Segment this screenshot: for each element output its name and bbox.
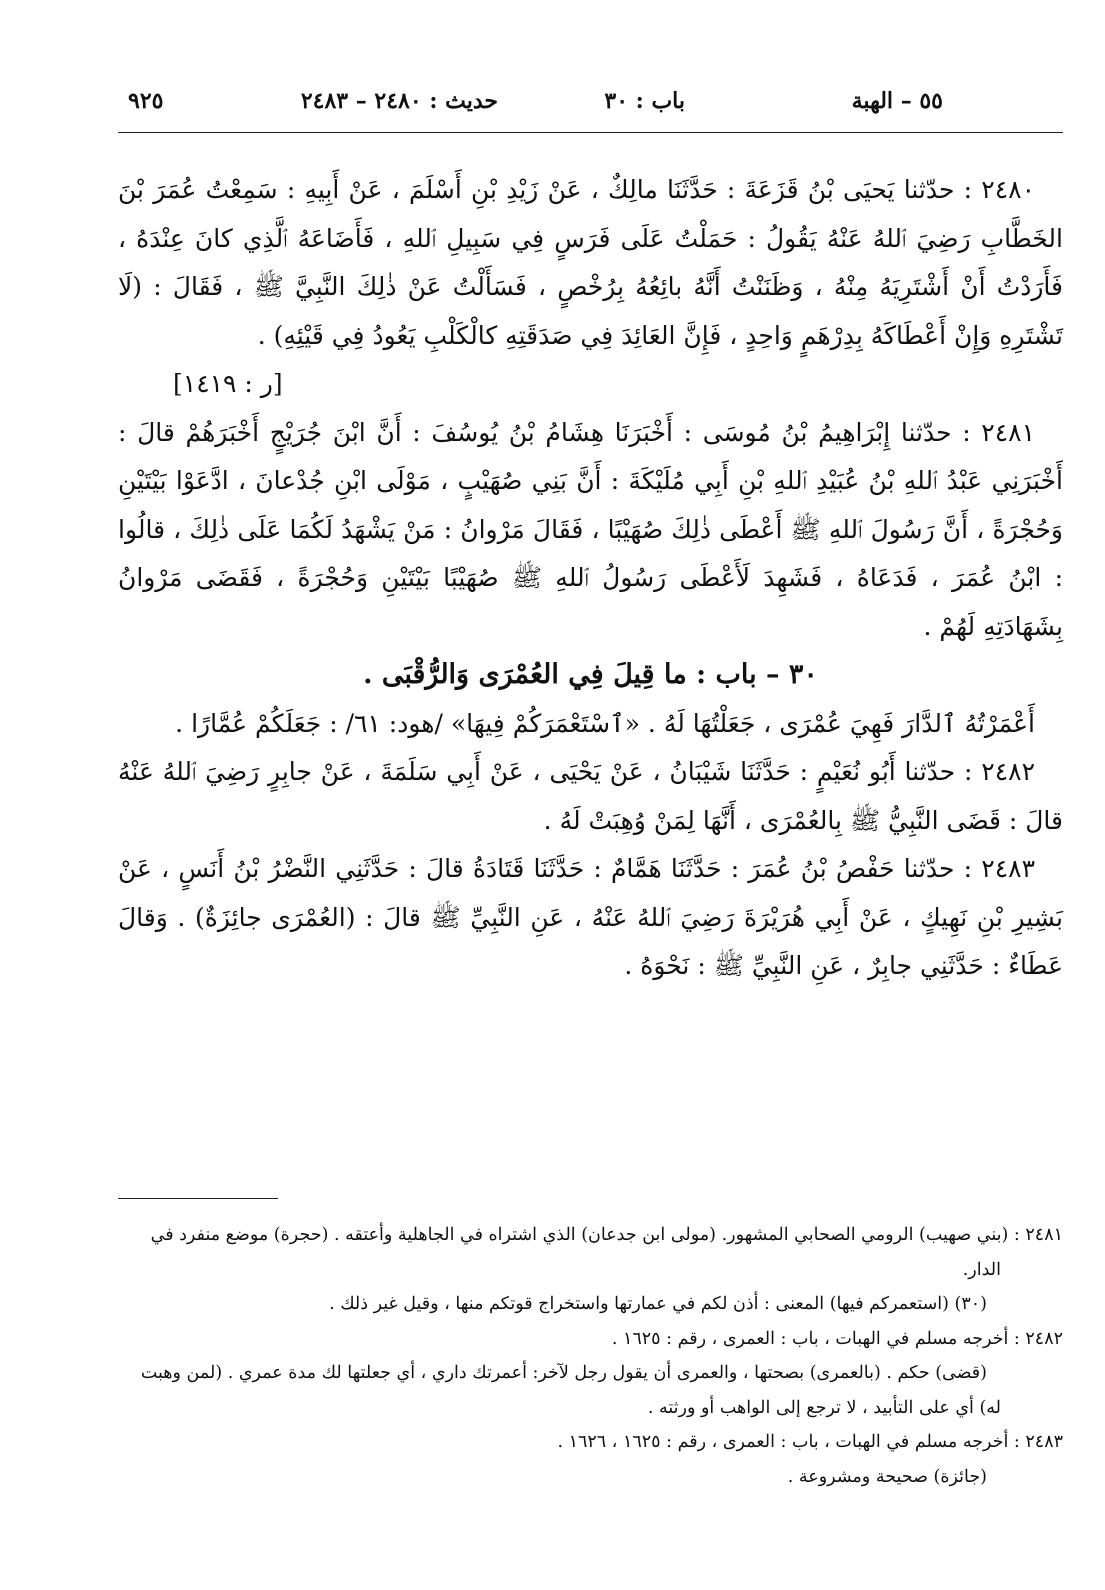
hadith-2480: ٢٤٨٠ : حدّثنا يَحيَى بْنُ قَزَعَةَ : حَدَّثَنَا مالِكٌ ، عَنْ زَيْدِ بْنِ أَسْلَمَ ، عَنْ أَبِيهِ : سَمِعْتُ عُمَرَ بْنَ الخَطَّابِ رَضِيَ ٱللهُ عَنْهُ يَقُولُ : حَمَلْتُ عَلَى فَرَسٍ فِي سَبِيلِ ٱللهِ ، فَأَضَاعَهُ ٱلَّذِي كانَ عِنْدَهُ ، فَأَرَدْتُ أَنْ أَشْتَرِيَهُ مِنْهُ ، وَظَنَنْتُ أَنَّهُ بائِعُهُ بِرُخْصٍ ، فَسَأَلْتُ عَنْ ذٰلِكَ النَّبِيَّ ﷺ ، فَقَالَ : (لَا تَشْتَرِهِ وَإِنْ أَعْطَاكَهُ بِدِرْهَمٍ وَاحِدٍ ، فَإِنَّ العَائِدَ فِي صَدَقَتِهِ كالْكَلْبِ يَعُودُ فِي قَيْئِهِ) . (118, 175, 1063, 350)
footnote-bab-30: (٣٠) (استعمركم فيها) المعنى : أذن لكم في عمارتها واستخراج قوتكم منها ، وقيل غير ذلك . (329, 1294, 987, 1314)
page-number: ٩٢٥ (128, 88, 164, 114)
footnote-2483: ٢٤٨٣ : أخرجه مسلم في الهبات ، باب : العمرى ، رقم : ١٦٢٥ ، ١٦٢٦ . (557, 1432, 1063, 1452)
footnote-2482-explanation: (قضى) حكم . (بالعمرى) بصحتها ، والعمرى أن يقول رجل لآخر: أعمرتك داري ، أي جعلتها لك مدة عمري . (لمن وهبت له) أي على التأبيد ، لا ترجع إلى الواهب أو ورثته . (140, 1363, 1001, 1418)
bab-heading: ٣٠ – باب : ما قِيلَ فِي العُمْرَى وَالرُّقْبَى . (363, 659, 818, 690)
book-page (118, 70, 1063, 1570)
bab-introduction: أَعْمَرْتُهُ ٱلدَّارَ فَهِيَ عُمْرَى ، جَعَلْتُهَا لَهُ . «ٱسْتَعْمَرَكُمْ فِيهَا» /هود: ٦١/ : جَعَلَكُمْ عُمَّارًا . (175, 708, 1035, 738)
footnotes (118, 1218, 1063, 1494)
hadith-2483: ٢٤٨٣ : حدّثنا حَفْصُ بْنُ عُمَرَ : حَدَّثَنَا هَمَّامٌ : حَدَّثَنَا قَتَادَةُ قالَ : حَدَّثَنِي النَّضْرُ بْنُ أَنَسٍ ، عَنْ بَشِيرِ بْنِ نَهِيكٍ ، عَنْ أَبِي هُرَيْرَةَ رَضِيَ ٱللهُ عَنْهُ ، عَنِ النَّبِيِّ ﷺ قالَ : (العُمْرَى جائِزَةٌ) . وَقالَ عَطَاءٌ : حَدَّثَنِي جابِرٌ ، عَنِ النَّبِيِّ ﷺ : نَحْوَهُ . (118, 854, 1063, 980)
bab-number: باب : ٣٠ (604, 88, 685, 114)
footnote-divider (118, 1198, 278, 1199)
chapter-title: ٥٥ – الهبة (851, 88, 943, 114)
footnote-2481: ٢٤٨١ : (بني صهيب) الرومي الصحابي المشهور. (مولى ابن جدعان) الذي اشتراه في الجاهلية وأعتقه . (حجرة) موضع منفرد في الدار. (150, 1225, 1063, 1280)
footnote-2482: ٢٤٨٢ : أخرجه مسلم في الهبات ، باب : العمرى ، رقم : ١٦٢٥ . (611, 1328, 1063, 1349)
hadith-2481: ٢٤٨١ : حدّثنا إِبْرَاهِيمُ بْنُ مُوسَى : أَخْبَرَنَا هِشَامُ بْنُ يُوسُفَ : أَنَّ ابْنَ جُرَيْجٍ أَخْبَرَهُمْ قالَ : أَخْبَرَنِي عَبْدُ ٱللهِ بْنُ عُبَيْدِ ٱللهِ بْنِ أَبِي مُلَيْكَةَ : أَنَّ بَنِي صُهَيْبٍ ، مَوْلَى ابْنِ جُدْعانَ ، ادَّعَوْا بَيْتَيْنِ وَحُجْرَةً ، أَنَّ رَسُولَ ٱللهِ ﷺ أَعْطَى ذٰلِكَ صُهَيْبًا ، فَقَالَ مَرْوانُ : مَنْ يَشْهَدُ لَكُمَا عَلَى ذٰلِكَ ، قالُوا : ابْنُ عُمَرَ ، فَدَعَاهُ ، فَشَهِدَ لَأَعْطَى رَسُولُ ٱللهِ ﷺ صُهَيْبًا بَيْتَيْنِ وَحُجْرَةً ، فَقَضَى مَرْوانُ بِشَهَادَتِهِ لَهُمْ . (118, 417, 1063, 641)
hadith-2482: ٢٤٨٢ : حدّثنا أَبُو نُعَيْمٍ : حَدَّثَنَا شَيْبَانُ ، عَنْ يَحْيَى ، عَنْ أَبِي سَلَمَةَ ، عَنْ جابِرٍ رَضِيَ ٱللهُ عَنْهُ قالَ : قَضَى النَّبِيُّ ﷺ بِالعُمْرَى ، أَنَّهَا لِمَنْ وُهِبَتْ لَهُ . (118, 757, 1063, 835)
footnote-2483-explanation: (جائزة) صحيحة ومشروعة . (787, 1466, 987, 1487)
hadith-range: حديث : ٢٤٨٠ – ٢٤٨٣ (300, 88, 498, 114)
header-divider (118, 132, 1063, 133)
main-text (118, 166, 1063, 991)
running-head (118, 88, 1063, 128)
cross-reference: [ر : ١٤١٩] (173, 369, 283, 398)
